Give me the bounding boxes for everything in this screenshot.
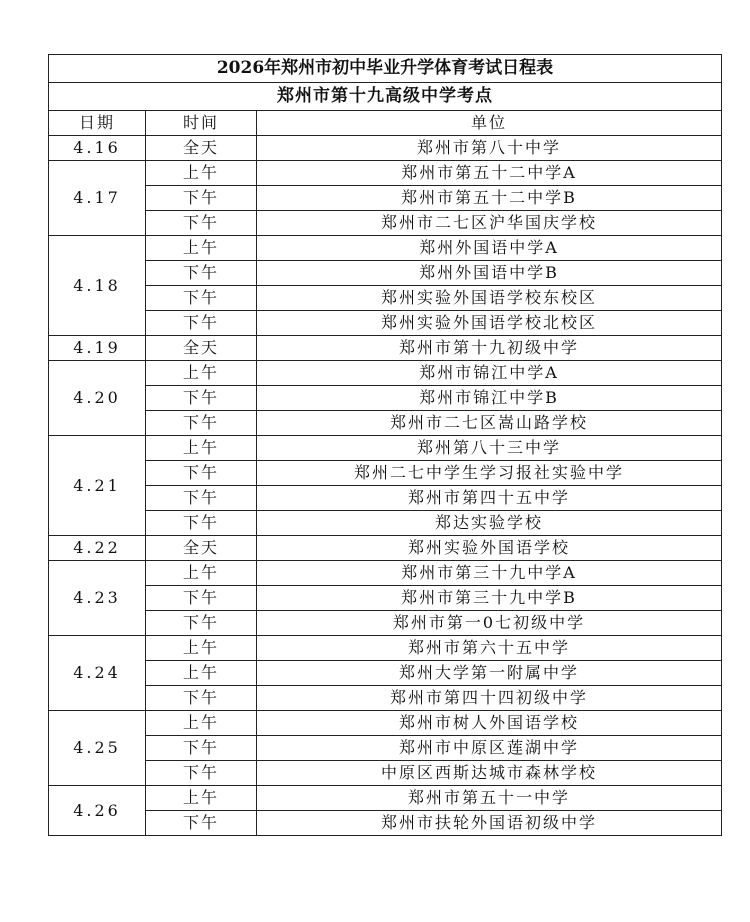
unit-cell: 郑州市第五十一中学 [257, 786, 722, 811]
schedule-table [48, 54, 722, 836]
table-row [49, 561, 722, 586]
unit-cell: 郑州市第四十五中学 [257, 486, 722, 511]
time-cell: 全天 [146, 136, 257, 161]
unit-cell: 郑州市二七区沪华国庆学校 [257, 211, 722, 236]
time-cell: 下午 [146, 761, 257, 786]
table-row [49, 211, 722, 236]
header-time: 时间 [146, 111, 257, 136]
time-cell: 下午 [146, 486, 257, 511]
unit-cell: 郑州大学第一附属中学 [257, 661, 722, 686]
unit-cell: 郑达实验学校 [257, 511, 722, 536]
table-row [49, 686, 722, 711]
unit-cell: 郑州市第五十二中学B [257, 186, 722, 211]
time-cell: 下午 [146, 736, 257, 761]
table-row [49, 811, 722, 836]
unit-cell: 郑州市锦江中学A [257, 361, 722, 386]
header-date: 日期 [49, 111, 146, 136]
time-cell: 下午 [146, 811, 257, 836]
unit-cell: 郑州外国语中学A [257, 236, 722, 261]
time-cell: 上午 [146, 161, 257, 186]
time-cell: 下午 [146, 186, 257, 211]
time-cell: 下午 [146, 286, 257, 311]
table-row [49, 436, 722, 461]
date-cell: 4.20 [49, 361, 146, 436]
time-cell: 上午 [146, 661, 257, 686]
table-row [49, 386, 722, 411]
time-cell: 上午 [146, 636, 257, 661]
time-cell: 下午 [146, 586, 257, 611]
date-cell: 4.18 [49, 236, 146, 336]
time-cell: 下午 [146, 511, 257, 536]
table-row [49, 536, 722, 561]
table-row [49, 736, 722, 761]
time-cell: 全天 [146, 336, 257, 361]
time-cell: 上午 [146, 361, 257, 386]
table-row [49, 286, 722, 311]
title-row [49, 55, 722, 83]
unit-cell: 郑州实验外国语学校东校区 [257, 286, 722, 311]
unit-cell: 中原区西斯达城市森林学校 [257, 761, 722, 786]
unit-cell: 郑州市第六十五中学 [257, 636, 722, 661]
time-cell: 上午 [146, 711, 257, 736]
table-row [49, 511, 722, 536]
table-row [49, 711, 722, 736]
date-cell: 4.26 [49, 786, 146, 836]
table-row [49, 586, 722, 611]
unit-cell: 郑州市第三十九中学B [257, 586, 722, 611]
unit-cell: 郑州市第八十中学 [257, 136, 722, 161]
venue-row [49, 83, 722, 111]
table-row [49, 336, 722, 361]
time-cell: 全天 [146, 536, 257, 561]
date-cell: 4.25 [49, 711, 146, 786]
schedule-title: 2026年郑州市初中毕业升学体育考试日程表 [49, 55, 722, 83]
time-cell: 下午 [146, 211, 257, 236]
schedule-body [49, 55, 722, 836]
time-cell: 下午 [146, 611, 257, 636]
table-row [49, 186, 722, 211]
date-cell: 4.24 [49, 636, 146, 711]
date-cell: 4.17 [49, 161, 146, 236]
unit-cell: 郑州市中原区莲湖中学 [257, 736, 722, 761]
unit-cell: 郑州市第三十九中学A [257, 561, 722, 586]
table-row [49, 611, 722, 636]
unit-cell: 郑州实验外国语学校 [257, 536, 722, 561]
table-row [49, 786, 722, 811]
unit-cell: 郑州市第五十二中学A [257, 161, 722, 186]
unit-cell: 郑州市扶轮外国语初级中学 [257, 811, 722, 836]
unit-cell: 郑州市第四十四初级中学 [257, 686, 722, 711]
date-cell: 4.16 [49, 136, 146, 161]
table-row [49, 311, 722, 336]
venue-title: 郑州市第十九高级中学考点 [49, 83, 722, 111]
table-row [49, 661, 722, 686]
table-row [49, 461, 722, 486]
time-cell: 下午 [146, 261, 257, 286]
unit-cell: 郑州二七中学生学习报社实验中学 [257, 461, 722, 486]
table-row [49, 761, 722, 786]
unit-cell: 郑州实验外国语学校北校区 [257, 311, 722, 336]
date-cell: 4.22 [49, 536, 146, 561]
date-cell: 4.23 [49, 561, 146, 636]
table-row [49, 411, 722, 436]
table-row [49, 136, 722, 161]
unit-cell: 郑州外国语中学B [257, 261, 722, 286]
header-row [49, 111, 722, 136]
table-row [49, 161, 722, 186]
time-cell: 上午 [146, 436, 257, 461]
table-row [49, 236, 722, 261]
time-cell: 下午 [146, 311, 257, 336]
unit-cell: 郑州市第一0七初级中学 [257, 611, 722, 636]
time-cell: 上午 [146, 786, 257, 811]
time-cell: 上午 [146, 561, 257, 586]
unit-cell: 郑州市锦江中学B [257, 386, 722, 411]
time-cell: 上午 [146, 236, 257, 261]
table-row [49, 361, 722, 386]
time-cell: 下午 [146, 686, 257, 711]
time-cell: 下午 [146, 461, 257, 486]
table-row [49, 486, 722, 511]
table-row [49, 261, 722, 286]
unit-cell: 郑州市二七区嵩山路学校 [257, 411, 722, 436]
unit-cell: 郑州市树人外国语学校 [257, 711, 722, 736]
date-cell: 4.21 [49, 436, 146, 536]
table-row [49, 636, 722, 661]
header-unit: 单位 [257, 111, 722, 136]
time-cell: 下午 [146, 411, 257, 436]
unit-cell: 郑州市第十九初级中学 [257, 336, 722, 361]
time-cell: 下午 [146, 386, 257, 411]
date-cell: 4.19 [49, 336, 146, 361]
unit-cell: 郑州第八十三中学 [257, 436, 722, 461]
